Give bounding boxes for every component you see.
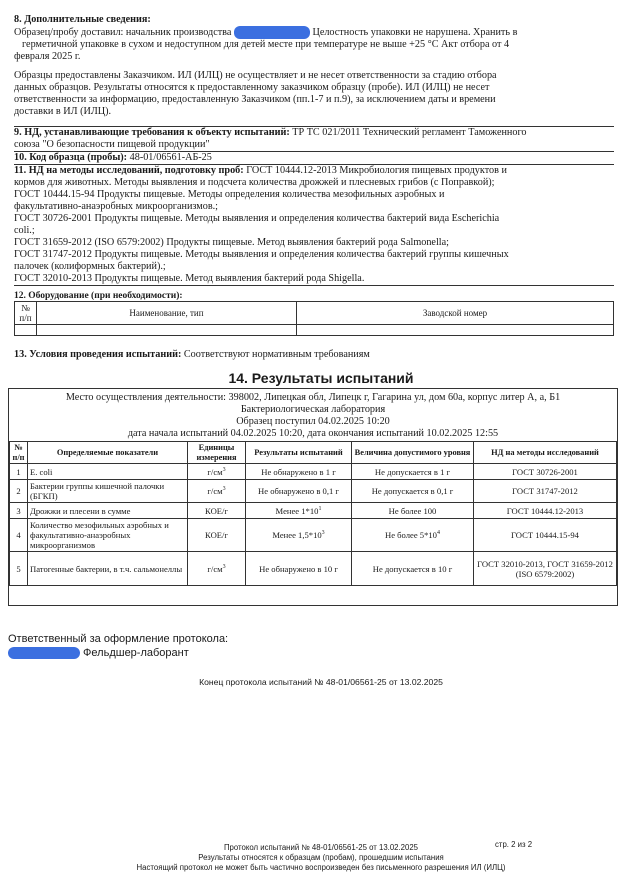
section-8-line-5: данных образцов. Результаты относятся к предоставленному заказчиком образцу (пробе). ИЛ (ИЛЦ) не несет [14, 82, 490, 93]
row-num: 1 [10, 464, 28, 480]
section-8-line-1: Образец/пробу доставил: начальник производства Целостность упаковки не нарушена. Хранить в [14, 26, 518, 38]
row-unit: $г/см^3$ [188, 552, 246, 586]
row-limit: Не допускается в 10 г [352, 552, 474, 586]
footer-results-note: Результаты относятся к образцам (пробам), прошедшим испытания [198, 853, 444, 862]
row-num: 5 [10, 552, 28, 586]
equipment-table [14, 301, 614, 336]
row-indicator: Дрожжи и плесени в сумме [28, 503, 188, 519]
section-8-line-6: ответственности за информацию, предоставленную Заказчиком (пп.1-7 и п.9), за исключением даты и времени [14, 94, 496, 105]
row-result: Не обнаружено в 0,1 г [246, 480, 352, 503]
page-number: стр. 2 из 2 [495, 840, 533, 849]
redacted-name [234, 26, 310, 39]
col-num: № п/п [10, 442, 28, 464]
responsible-label: Ответственный за оформление протокола: [8, 633, 229, 645]
row-unit: КОЕ/г [188, 519, 246, 552]
section-9-label: 9. НД, устанавливающие требования к объекту испытаний: [14, 127, 290, 138]
row-unit: $г/см^3$ [188, 480, 246, 503]
results-received: Образец поступил 04.02.2025 10:20 [236, 416, 390, 427]
section-10-label: 10. Код образца (пробы): [14, 152, 128, 163]
col-result: Результаты испытаний [246, 442, 352, 464]
section-9-value-2: союза "О безопасности пищевой продукции" [14, 139, 210, 150]
row-indicator: E. coli [28, 464, 188, 480]
section-8-title: 8. Дополнительные сведения: [14, 14, 151, 25]
row-unit: КОЕ/г [188, 503, 246, 519]
section-9 [14, 126, 614, 152]
section-9-value: ТР ТС 021/2011 Технический регламент Таможенного [289, 127, 527, 138]
table-row [10, 464, 617, 480]
row-method: ГОСТ 10444.12-2013 [474, 503, 617, 519]
table-row [10, 519, 617, 552]
row-indicator: Патогенные бактерии, в т.ч. сальмонеллы [28, 552, 188, 586]
row-indicator: Бактерии группы кишечной палочки (БГКП) [28, 480, 188, 503]
redacted-signer [8, 647, 80, 659]
equipment-col-num: № п/п [15, 302, 37, 325]
results-lab: Бактериологическая лаборатория [240, 404, 386, 415]
section-12-title: 12. Оборудование (при необходимости): [14, 291, 183, 301]
section-8 [14, 14, 614, 118]
row-result: Менее $1*10^1$ [246, 503, 352, 519]
results-place: Место осуществления деятельности: 398002, Липецкая обл, Липецк г, Гагарина ул, дом 60а, корпус литер А, а, Б1 [65, 392, 561, 403]
section-8-line-2: герметичной упаковке в сухом и недоступном для детей месте при температуре не выше +25 °C Акт отбора от 4 [22, 39, 510, 50]
row-num: 4 [10, 519, 28, 552]
responsible-line [8, 647, 189, 659]
section-8-line-4: Образцы предоставлены Заказчиком. ИЛ (ИЛЦ) не осуществляет и не несет ответственности за стадию отбора [14, 70, 497, 81]
row-unit: $г/см^3$ [188, 464, 246, 480]
row-num: 2 [10, 480, 28, 503]
row-limit: Не допускается в 0,1 г [352, 480, 474, 503]
row-method: ГОСТ 31747-2012 [474, 480, 617, 503]
equipment-col-name: Наименование, тип [37, 302, 297, 325]
footer-reproduction-note: Настоящий протокол не может быть частично воспроизведен без письменного разрешения ИЛ (ИЛЦ) [136, 863, 506, 872]
section-8-line-7: доставки в ИЛ (ИЛЦ). [14, 106, 112, 117]
section-11: 11. НД на методы исследований, подготовку проб: ГОСТ 10444.12-2013 Микробиология пищевых продуктов и кормов для животных. Методы выявления и подсчета количества дрожжей и плесневых грибов (с Поправкой); ГОСТ 10444.15-94 Продукты пищевые. Методы определения количества мезофильных аэробных и факультативно-анаэробных микроорганизмов.; ГОСТ 30726-2001 Продукты пищевые. Методы выявления и определения количества бактерий вида Escherichia coli.; ГОСТ 31659-2012 (ISO 6579:2002) Продукты пищевые. Метод выявления бактерий рода Salmonella; ГОСТ 31747-2012 Продукты пищевые. Методы выявления и определения количества бактерий группы кишечных палочек (колиформных бактерий).; ГОСТ 32010-2013 Продукты пищевые. Метод выявления бактерий рода Shigella. [14, 165, 614, 286]
table-row [10, 480, 617, 503]
row-method: ГОСТ 32010-2013, ГОСТ 31659-2012 (ISO 6579:2002) [474, 552, 617, 586]
col-method: НД на методы исследований [474, 442, 617, 464]
sample-code: 48-01/06561-АБ-25 [127, 152, 212, 163]
results-box [8, 388, 618, 606]
row-num: 3 [10, 503, 28, 519]
equipment-col-serial: Заводской номер [297, 302, 614, 325]
row-indicator: Количество мезофильных аэробных и факультативно-анаэробных микроорганизмов [28, 519, 188, 552]
row-method: ГОСТ 10444.15-94 [474, 519, 617, 552]
section-13-value: Соответствуют нормативным требованиям [181, 349, 370, 360]
row-result: Не обнаружено в 1 г [246, 464, 352, 480]
table-row [10, 552, 617, 586]
col-unit: Единицы измерения [188, 442, 246, 464]
footer-protocol: Протокол испытаний № 48-01/06561-25 от 13.02.2025 [223, 843, 419, 852]
results-table [9, 441, 617, 586]
row-result: Не обнаружено в 10 г [246, 552, 352, 586]
table-row [10, 503, 617, 519]
row-limit: Не более $5*10^4$ [352, 519, 474, 552]
section-13 [14, 349, 614, 361]
row-limit: Не допускается в 1 г [352, 464, 474, 480]
row-limit: Не более 100 [352, 503, 474, 519]
row-method: ГОСТ 30726-2001 [474, 464, 617, 480]
row-result: Менее $1,5*10^3$ [246, 519, 352, 552]
section-10 [14, 152, 614, 165]
results-dates: дата начала испытаний 04.02.2025 10:20, дата окончания испытаний 10.02.2025 12:55 [127, 428, 499, 439]
end-of-protocol: Конец протокола испытаний № 48-01/06561-25 от 13.02.2025 [199, 677, 443, 687]
responsible-position: Фельдшер-лаборант [80, 647, 189, 659]
section-13-label: 13. Условия проведения испытаний: [14, 349, 182, 360]
col-limit: Величина допустимого уровня [352, 442, 474, 464]
section-8-line-3: февраля 2025 г. [14, 51, 81, 62]
col-indicator: Определяемые показатели [28, 442, 188, 464]
results-title: 14. Результаты испытаний [228, 370, 414, 386]
section-11-label: 11. НД на методы исследований, подготовку проб: [14, 165, 244, 176]
